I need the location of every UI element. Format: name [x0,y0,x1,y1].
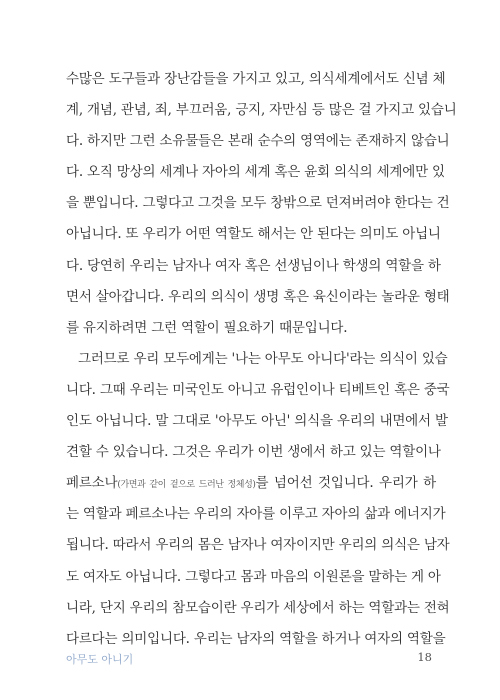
persona-line-rest: 를 넘어선 것입니다. 우리가 하 [255,475,436,492]
persona-gloss: (가면과 같이 겉으로 드러난 정체성) [117,480,256,491]
text-line: 다. 당연히 우리는 남자나 여자 혹은 선생님이나 학생의 역할을 하 [66,257,441,274]
body-text [66,64,457,655]
text-line: 수많은 도구들과 장난감들을 가지고 있고, 의식세계에서도 신념 체 [66,71,446,87]
text-line: 됩니다. 따라서 우리의 몸은 남자나 여자이지만 우리의 의식은 남자 [66,537,450,554]
text-line: 를 유지하려면 그런 역할이 필요하기 때문입니다. [66,319,348,336]
text-line: 다. 하지만 그런 소유물들은 본래 순수의 영역에는 존재하지 않습니 [66,133,450,150]
text-line-persona [66,468,436,499]
text-line: 도 여자도 아닙니다. 그렇다고 몸과 마음의 이원론을 말하는 게 아 [66,568,441,585]
text-line: 계, 개념, 관념, 죄, 부끄러움, 긍지, 자만심 등 많은 걸 가지고 있습니 [66,102,457,119]
text-line: 는 역할과 페르소나는 우리의 자아를 이루고 자아의 삶과 에너지가 [66,506,446,523]
text-line: 다. 오직 망상의 세계나 자아의 세계 혹은 윤회 의식의 세계에만 있 [66,164,445,181]
text-line: 면서 살아갑니다. 우리의 의식이 생명 혹은 육신이라는 놀라운 형태 [66,288,450,305]
running-title: 아무도 아니기 [66,653,134,666]
text-line-indented: 그러므로 우리 모두에게는 '나는 아무도 아니다'라는 의식이 있습 [78,350,448,367]
text-line: 아닙니다. 또 우리가 어떤 역할도 해서는 안 된다는 의미도 아닙니 [66,226,441,243]
text-line: 견할 수 있습니다. 그것은 우리가 이번 생에서 하고 있는 역할이나 [66,444,441,461]
text-line: 을 뿐입니다. 그렇다고 그것을 모두 창밖으로 던져버려야 한다는 건 [66,195,450,212]
text-line: 니라, 단지 우리의 참모습이란 우리가 세상에서 하는 역할과는 전혀 [66,599,450,616]
persona-term: 페르소나 [66,475,118,492]
page-number: 18 [417,650,432,664]
text-line: 인도 아닙니다. 말 그대로 '아무도 아닌' 의식을 우리의 내면에서 발 [66,413,448,430]
text-line: 니다. 그때 우리는 미국인도 아니고 유럽인이나 티베트인 혹은 중국 [66,381,450,398]
text-line: 다르다는 의미입니다. 우리는 남자의 역할을 하거나 여자의 역할을 [66,630,446,647]
